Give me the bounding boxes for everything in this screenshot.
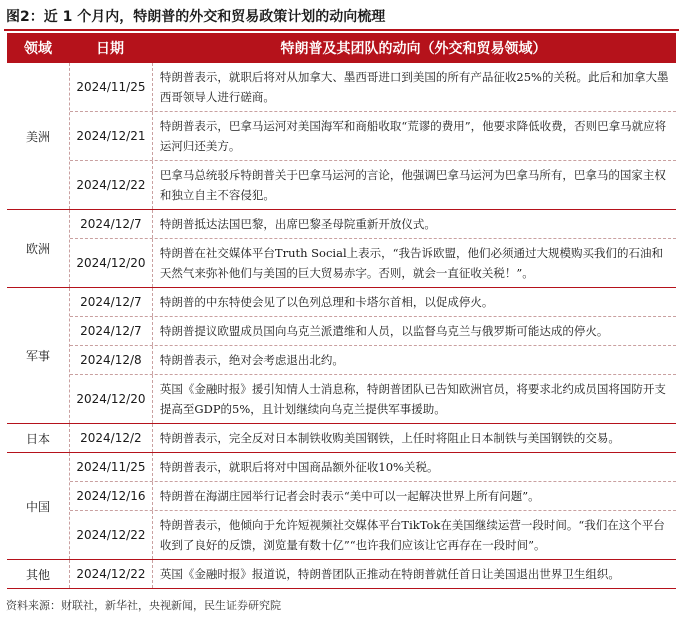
region-label: 中国 [7, 453, 70, 559]
policy-table [7, 33, 676, 589]
content-cell: 特朗普的中东特使会见了以色列总理和卡塔尔首相，以促成停火。 [159, 295, 494, 309]
header-date: 日期 [96, 41, 124, 57]
date-cell: 2024/11/25 [70, 63, 153, 111]
date-cell: 2024/12/7 [70, 210, 153, 238]
table-row [70, 560, 676, 588]
content-cell: 特朗普在社交媒体平台Truth Social上表示，“我告诉欧盟，他们必须通过大规模购买我们的石油和天然气来弥补他们与美国的巨大贸易赤字。否则，就会一直征收关税！”。 [159, 246, 663, 280]
table-row [70, 161, 676, 209]
region-group [7, 288, 676, 424]
region-label: 军事 [7, 288, 70, 423]
region-label: 日本 [7, 424, 70, 452]
region-group [7, 63, 676, 210]
table-row [70, 63, 676, 112]
date-cell: 2024/12/2 [70, 424, 153, 452]
content-cell: 特朗普表示，他倾向于允许短视频社交媒体平台TikTok在美国继续运营一段时间。“我们在这个平台收到了良好的反馈，浏览量有数十亿”“也许我们应该让它再存在一段时间”。 [159, 518, 665, 552]
content-cell: 巴拿马总统驳斥特朗普关于巴拿马运河的言论，他强调巴拿马运河为巴拿马所有，巴拿马的国家主权和独立自主不容侵犯。 [159, 168, 666, 202]
region-group [7, 210, 676, 288]
table-row [70, 210, 676, 239]
table-row [70, 346, 676, 375]
region-label: 美洲 [7, 63, 70, 209]
figure-title: 图2：近 1 个月内，特朗普的外交和贸易政策计划的动向梳理 [6, 9, 386, 25]
date-cell: 2024/12/7 [70, 288, 153, 316]
region-rows [70, 453, 676, 559]
date-cell: 2024/12/20 [70, 375, 153, 423]
date-cell: 2024/12/22 [70, 511, 153, 559]
table-row [70, 453, 676, 482]
table-row [70, 112, 676, 161]
region-label: 其他 [7, 560, 70, 588]
content-cell: 特朗普抵达法国巴黎，出席巴黎圣母院重新开放仪式。 [159, 217, 436, 231]
table-row [70, 482, 676, 511]
table-row [70, 288, 676, 317]
region-label: 欧洲 [7, 210, 70, 287]
table-row [70, 375, 676, 423]
content-cell: 特朗普在海湖庄园举行记者会时表示“美中可以一起解决世界上所有问题”。 [159, 489, 540, 503]
date-cell: 2024/12/20 [70, 239, 153, 287]
content-cell: 特朗普表示，完全反对日本制铁收购美国钢铁，上任时将阻止日本制铁与美国钢铁的交易。 [159, 431, 620, 445]
source-note: 资料来源：财联社，新华社，央视新闻，民生证券研究院 [6, 599, 281, 612]
content-cell: 特朗普表示，就职后将对从加拿大、墨西哥进口到美国的所有产品征收25%的关税。此后和加拿大墨西哥领导人进行磋商。 [159, 70, 669, 104]
table-row [70, 511, 676, 559]
region-rows [70, 560, 676, 588]
title-rule [4, 29, 679, 31]
region-group [7, 560, 676, 589]
date-cell: 2024/12/22 [70, 161, 153, 209]
table-row [70, 317, 676, 346]
content-cell: 英国《金融时报》报道说，特朗普团队正推动在特朗普就任首日让美国退出世界卫生组织。 [159, 567, 620, 581]
table-row [70, 239, 676, 287]
region-rows [70, 63, 676, 209]
date-cell: 2024/12/8 [70, 346, 153, 374]
region-group [7, 424, 676, 453]
table-body [7, 63, 676, 589]
region-rows [70, 288, 676, 423]
header-content: 特朗普及其团队的动向（外交和贸易领域） [280, 41, 547, 57]
date-cell: 2024/12/21 [70, 112, 153, 160]
content-cell: 英国《金融时报》援引知情人士消息称，特朗普团队已告知欧洲官员，将要求北约成员国将国防开支提高至GDP的5%，且计划继续向乌克兰提供军事援助。 [159, 382, 666, 416]
header-region: 领域 [24, 41, 52, 57]
region-rows [70, 424, 676, 452]
table-row [70, 424, 676, 452]
date-cell: 2024/11/25 [70, 453, 153, 481]
region-rows [70, 210, 676, 287]
date-cell: 2024/12/22 [70, 560, 153, 588]
date-cell: 2024/12/7 [70, 317, 153, 345]
region-group [7, 453, 676, 560]
date-cell: 2024/12/16 [70, 482, 153, 510]
content-cell: 特朗普提议欧盟成员国向乌克兰派遣维和人员，以监督乌克兰与俄罗斯可能达成的停火。 [159, 324, 609, 338]
content-cell: 特朗普表示，巴拿马运河对美国海军和商船收取“荒谬的费用”，他要求降低收费，否则巴拿马就应将运河归还美方。 [159, 119, 667, 153]
content-cell: 特朗普表示，就职后将对中国商品额外征收10%关税。 [159, 460, 439, 474]
table-header [7, 33, 676, 63]
content-cell: 特朗普表示，绝对会考虑退出北约。 [159, 353, 344, 367]
